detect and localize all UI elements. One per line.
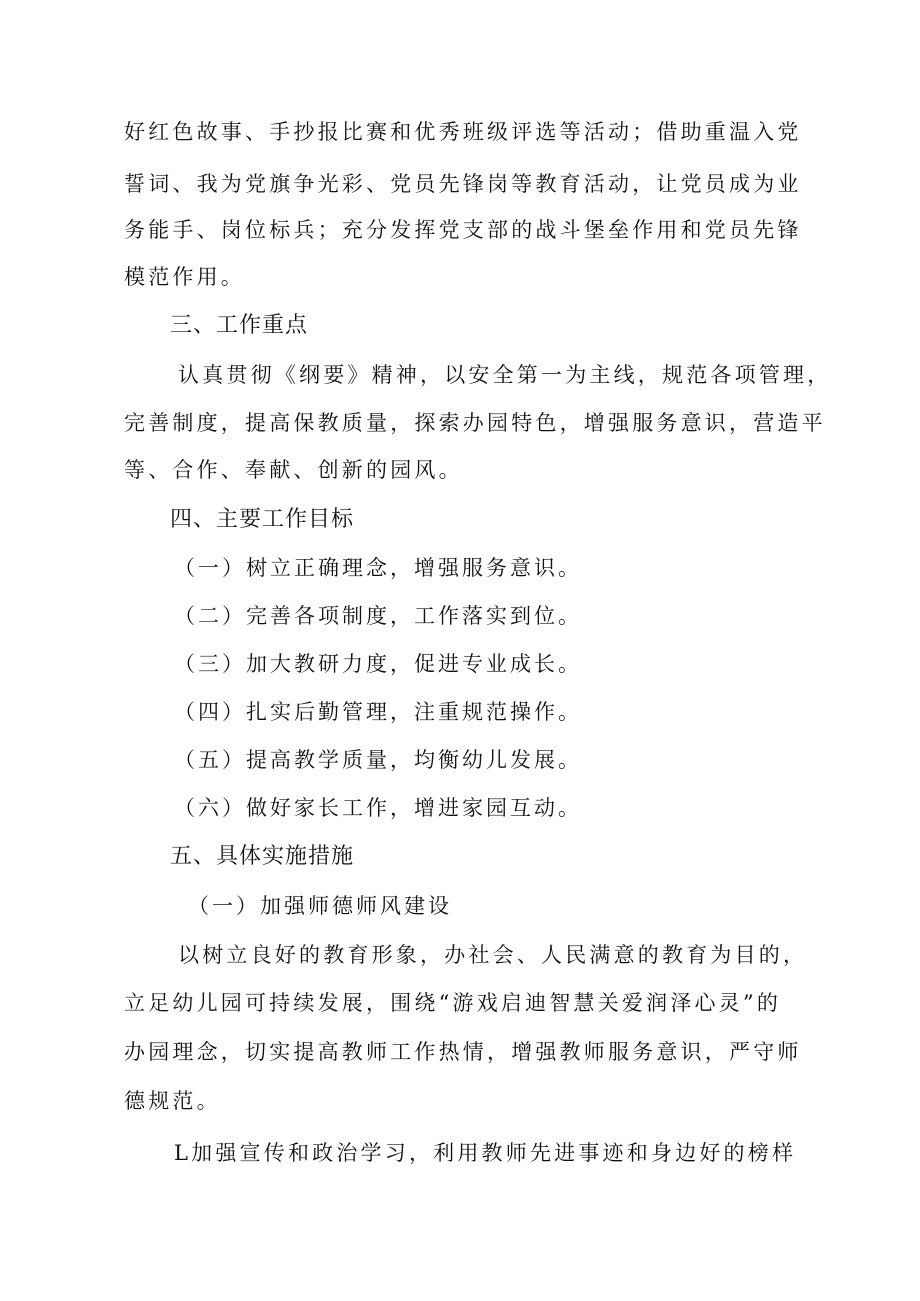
goal-item: （六）做好家长工作，增进家园互动。 (174, 796, 582, 820)
paragraph-line: 模范作用。 (124, 265, 245, 289)
paragraph-line: 办园理念，切实提高教师工作热情，增强教师服务意识，严守师 (124, 1040, 802, 1064)
paragraph-line: L加强宣传和政治学习，利用教师先进事迹和身边好的榜样 (174, 1141, 797, 1165)
section-heading-4: 四、主要工作目标 (170, 507, 355, 532)
section-heading-5: 五、具体实施措施 (170, 844, 355, 869)
subsection-heading: （一）加强师德师风建设 (188, 894, 452, 918)
paragraph-line: 等、合作、奉献、创新的园风。 (124, 458, 463, 482)
paragraph-line: 认真贯彻《纲要》精神，以安全第一为主线，规范各项管理， (178, 363, 832, 387)
paragraph-line: 好红色故事、手抄报比赛和优秀班级评选等活动；借助重温入党 (124, 120, 802, 144)
goal-item: （二）完善各项制度，工作落实到位。 (174, 604, 582, 628)
goal-item: （五）提高教学质量，均衡幼儿发展。 (174, 748, 582, 772)
goal-item: （四）扎实后勤管理，注重规范操作。 (174, 700, 582, 724)
paragraph-line: 立足幼儿园可持续发展，围绕“游戏启迪智慧关爱润泽心灵”的 (124, 991, 782, 1015)
section-heading-3: 三、工作重点 (170, 313, 309, 338)
paragraph-line: 完善制度，提高保教质量，探索办园特色，增强服务意识，营造平 (124, 411, 826, 435)
paragraph-line: 务能手、岗位标兵；充分发挥党支部的战斗堡垒作用和党员先锋 (124, 218, 802, 242)
paragraph-line: 以树立良好的教育形象，办社会、人民满意的教育为目的， (178, 943, 808, 967)
goal-item: （三）加大教研力度，促进专业成长。 (174, 652, 582, 676)
goal-item: （一）树立正确理念，增强服务意识。 (174, 556, 582, 580)
paragraph-line: 誓词、我为党旗争光彩、党员先锋岗等教育活动，让党员成为业 (124, 172, 802, 196)
paragraph-line: 德规范。 (124, 1089, 221, 1113)
